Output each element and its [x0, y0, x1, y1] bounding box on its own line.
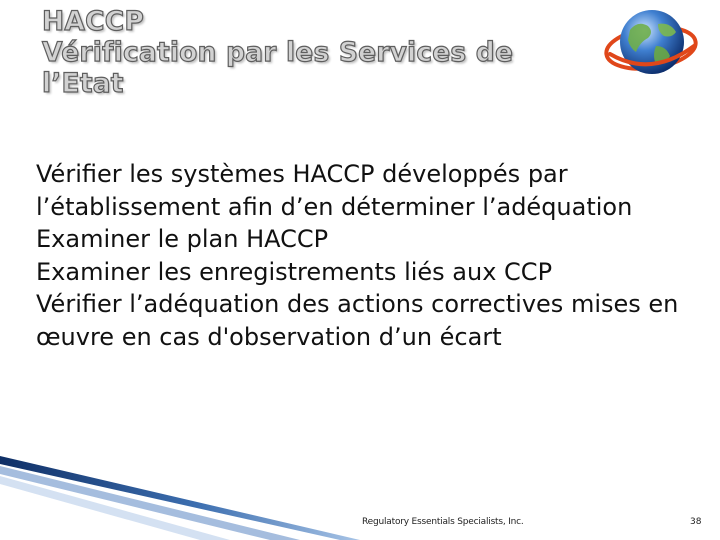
slide-title — [42, 6, 602, 99]
bullet-text-4: Vérifier l’adéquation des actions correctives mises en œuvre en cas d'observation d’un écart — [36, 290, 679, 351]
bullet-text-2: Examiner le plan HACCP — [36, 225, 329, 253]
page-number: 38 — [690, 517, 702, 527]
title-line-3: l’Etat — [42, 68, 124, 99]
footer-swoosh-decoration — [0, 450, 720, 540]
bullet-text-1: Vérifier les systèmes HACCP développés par l’établissement afin d’en déterminer l’adéquation — [36, 160, 633, 221]
bullet-text-3: Examiner les enregistrements liés aux CCP — [36, 257, 553, 286]
bullet-item-1 — [20, 158, 720, 223]
footer-company: Regulatory Essentials Specialists, Inc. — [362, 517, 524, 527]
bullet-list — [20, 158, 720, 353]
bullet-item-3 — [20, 256, 720, 289]
title-line-1: HACCP — [42, 6, 145, 37]
bullet-item-2 — [20, 223, 720, 256]
globe-with-orbit-icon — [600, 2, 702, 86]
bullet-item-4 — [20, 288, 720, 353]
title-line-2: Vérification par les Services de — [42, 37, 514, 68]
